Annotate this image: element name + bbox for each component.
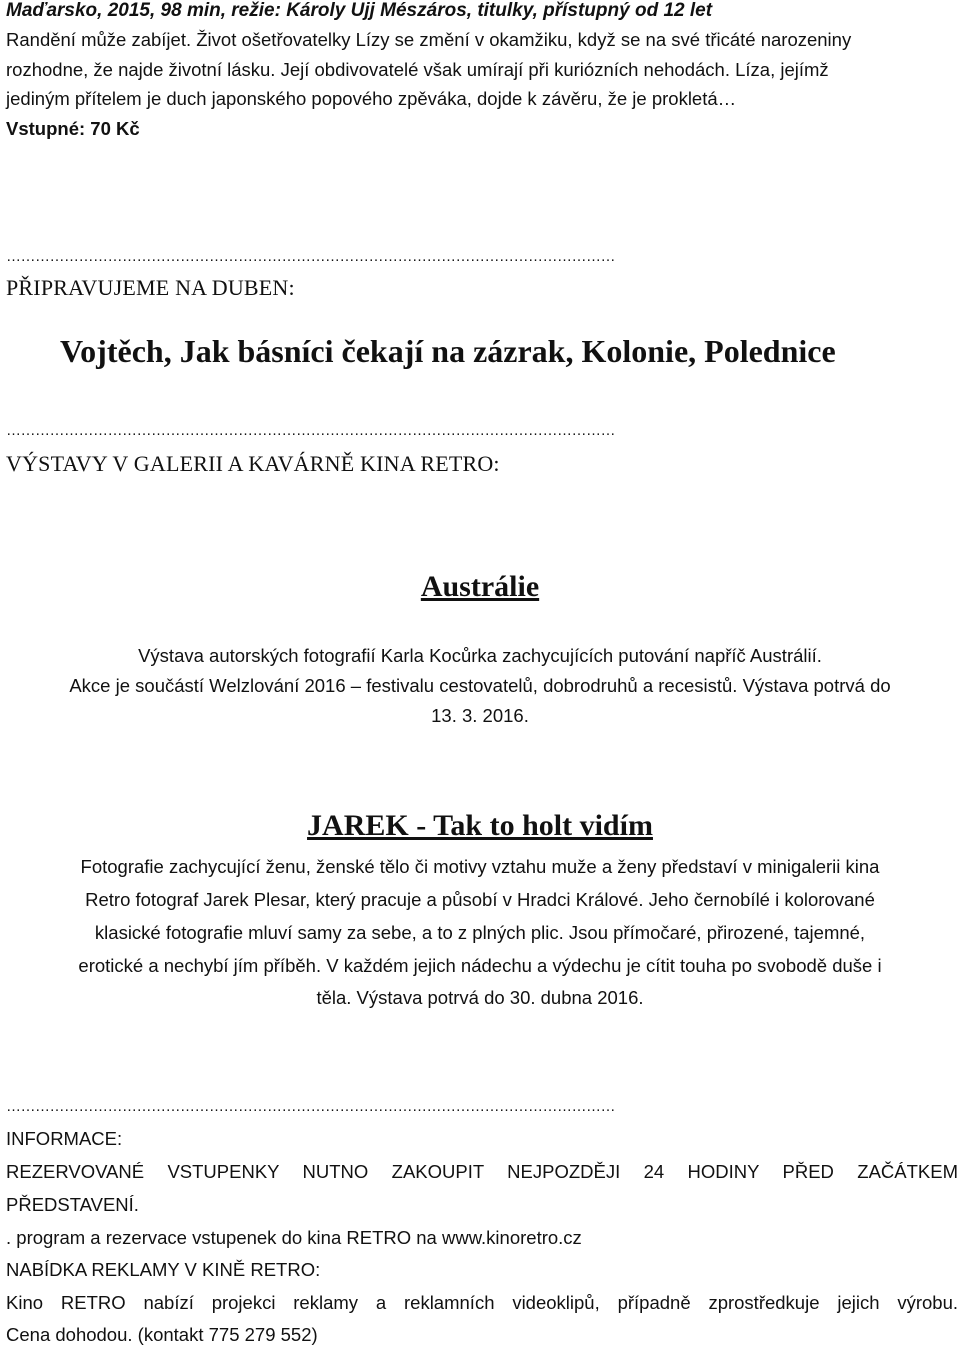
exhibition-title-australia: Austrálie	[420, 570, 540, 603]
ads-description-line: Kino RETRO nabízí projekci reklamy a reklamních videoklipů, případně zprostředkuje jejich výrobu.	[6, 1292, 958, 1313]
info-heading: INFORMACE:	[6, 1128, 123, 1149]
film-description-line: rozhodne, že najde životní lásku. Její obdivovatelé však umírají při kuriózních nehodách. Líza, jejímž	[6, 59, 829, 80]
reservation-notice-line: REZERVOVANÉ VSTUPENKY NUTNO ZAKOUPIT NEJPOZDĚJI 24 HODINY PŘED ZAČÁTKEM	[6, 1161, 958, 1182]
exhibitions-heading: VÝSTAVY V GALERII A KAVÁRNĚ KINA RETRO:	[6, 451, 500, 476]
program-reservation-info: . program a rezervace vstupenek do kina RETRO na www.kinoretro.cz	[6, 1227, 582, 1248]
separator-dots: ………………………………………………………………………………………………………………	[6, 248, 615, 265]
film-meta: Maďarsko, 2015, 98 min, režie: Károly Ujj Mészáros, titulky, přístupný od 12 let	[6, 0, 713, 21]
reservation-notice-line: PŘEDSTAVENÍ.	[6, 1194, 139, 1215]
exhibition-description-line: Fotografie zachycující ženu, ženské tělo či motivy vztahu muže a ženy představí v minigalerii kina	[80, 856, 880, 877]
exhibition-description-line: Retro fotograf Jarek Plesar, který pracuje a působí v Hradci Králové. Jeho černobílé i kolorované	[85, 889, 875, 910]
preview-heading: PŘIPRAVUJEME NA DUBEN:	[6, 275, 295, 300]
separator-dots: ………………………………………………………………………………………………………………	[6, 1098, 615, 1115]
exhibition-description-line: Výstava autorských fotografií Karla Kocůrka zachycujících putování napříč Austrálií.	[138, 645, 822, 666]
film-description-line: Randění může zabíjet. Život ošetřovatelky Lízy se změní v okamžiku, když se na své třicáté narozeniny	[6, 29, 852, 50]
exhibition-description-line: těla. Výstava potrvá do 30. dubna 2016.	[316, 987, 644, 1008]
ads-heading: NABÍDKA REKLAMY V KINĚ RETRO:	[6, 1259, 321, 1280]
exhibition-title-jarek: JAREK - Tak to holt vidím	[307, 809, 653, 842]
separator-dots: ………………………………………………………………………………………………………………	[6, 422, 615, 439]
exhibition-description-line: Akce je součástí Welzlování 2016 – festivalu cestovatelů, dobrodruhů a recesistů. Výstava potrvá do	[69, 675, 891, 696]
exhibition-description-line: klasické fotografie mluví samy za sebe, a to z plných plic. Jsou přímočaré, přirozené, tajemné,	[94, 922, 866, 943]
ads-description-line: Cena dohodou. (kontakt 775 279 552)	[6, 1324, 318, 1345]
exhibition-description-line: 13. 3. 2016.	[431, 705, 529, 726]
film-description-line: jediným přítelem je duch japonského popového zpěváka, dojde k závěru, že je prokletá…	[6, 88, 737, 109]
exhibition-description-line: erotické a nechybí jím příběh. V každém jejich nádechu a výdechu je cítit touha po svobodě duše i	[78, 955, 882, 976]
film-price: Vstupné: 70 Kč	[6, 118, 140, 139]
preview-film-titles: Vojtěch, Jak básníci čekají na zázrak, Kolonie, Polednice	[60, 333, 836, 369]
